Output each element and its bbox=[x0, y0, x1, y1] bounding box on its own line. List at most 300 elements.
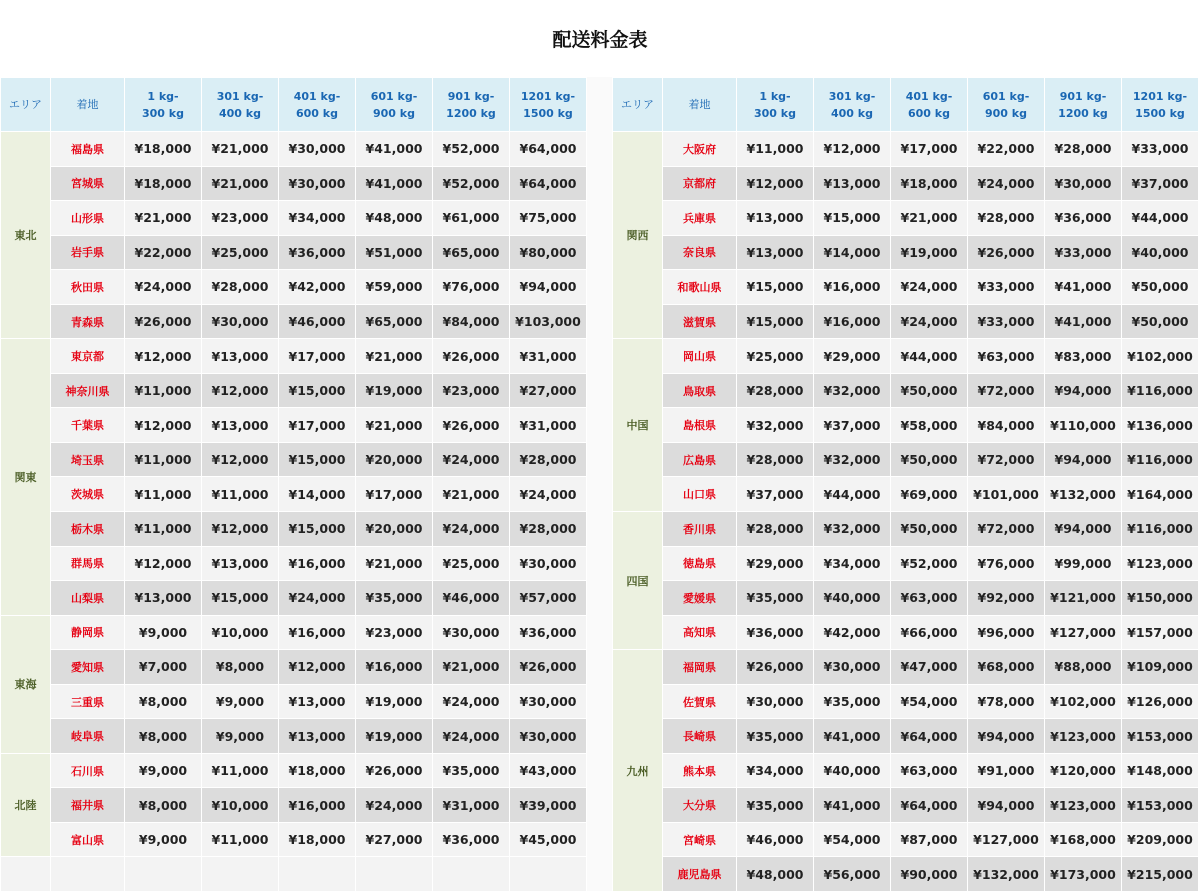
fee-cell: ¥26,000 bbox=[433, 339, 510, 374]
fee-cell: ¥92,000 bbox=[968, 581, 1045, 616]
table-row bbox=[613, 581, 1199, 616]
fee-cell: ¥26,000 bbox=[510, 650, 587, 685]
fee-cell: ¥120,000 bbox=[1045, 753, 1122, 788]
fee-cell: ¥94,000 bbox=[1045, 373, 1122, 408]
fee-cell: ¥173,000 bbox=[1045, 857, 1122, 891]
table-row bbox=[613, 235, 1199, 270]
table-row bbox=[1, 166, 587, 201]
empty-cell bbox=[510, 857, 587, 891]
area-cell: 九州 bbox=[613, 650, 663, 891]
fee-cell: ¥84,000 bbox=[433, 304, 510, 339]
prefecture-cell: 秋田県 bbox=[51, 270, 125, 305]
fee-cell: ¥8,000 bbox=[125, 788, 202, 823]
fee-cell: ¥41,000 bbox=[1045, 304, 1122, 339]
fee-cell: ¥23,000 bbox=[202, 201, 279, 236]
fee-cell: ¥46,000 bbox=[279, 304, 356, 339]
table-row bbox=[1, 132, 587, 167]
table-header-row bbox=[613, 78, 1199, 132]
fee-cell: ¥153,000 bbox=[1122, 788, 1199, 823]
header-area: エリア bbox=[1, 78, 51, 132]
area-cell: 中国 bbox=[613, 339, 663, 512]
prefecture-cell: 佐賀県 bbox=[663, 684, 737, 719]
prefecture-cell: 鹿児島県 bbox=[663, 857, 737, 891]
fee-cell: ¥26,000 bbox=[356, 753, 433, 788]
prefecture-cell: 福島県 bbox=[51, 132, 125, 167]
empty-cell bbox=[1, 857, 51, 891]
fee-cell: ¥22,000 bbox=[968, 132, 1045, 167]
fee-cell: ¥11,000 bbox=[125, 477, 202, 512]
fee-cell: ¥25,000 bbox=[202, 235, 279, 270]
table-row bbox=[613, 304, 1199, 339]
fee-cell: ¥28,000 bbox=[737, 442, 814, 477]
table-row bbox=[1, 201, 587, 236]
fee-cell: ¥30,000 bbox=[510, 684, 587, 719]
fee-cell: ¥8,000 bbox=[125, 684, 202, 719]
fee-cell: ¥57,000 bbox=[510, 581, 587, 616]
fee-cell: ¥30,000 bbox=[202, 304, 279, 339]
fee-cell: ¥116,000 bbox=[1122, 512, 1199, 547]
fee-cell: ¥18,000 bbox=[125, 132, 202, 167]
fee-cell: ¥31,000 bbox=[510, 339, 587, 374]
table-row bbox=[1, 650, 587, 685]
fee-cell: ¥32,000 bbox=[737, 408, 814, 443]
header-destination: 着地 bbox=[51, 78, 125, 132]
fee-cell: ¥32,000 bbox=[814, 373, 891, 408]
fee-cell: ¥123,000 bbox=[1045, 788, 1122, 823]
table-row bbox=[1, 546, 587, 581]
fee-cell: ¥21,000 bbox=[433, 650, 510, 685]
fee-cell: ¥18,000 bbox=[891, 166, 968, 201]
fee-cell: ¥26,000 bbox=[125, 304, 202, 339]
fee-cell: ¥14,000 bbox=[279, 477, 356, 512]
table-row bbox=[613, 684, 1199, 719]
fee-cell: ¥35,000 bbox=[356, 581, 433, 616]
fee-cell: ¥35,000 bbox=[737, 719, 814, 754]
table-row bbox=[613, 477, 1199, 512]
fee-cell: ¥28,000 bbox=[510, 512, 587, 547]
fee-cell: ¥27,000 bbox=[356, 822, 433, 857]
fee-cell: ¥103,000 bbox=[510, 304, 587, 339]
fee-cell: ¥24,000 bbox=[891, 270, 968, 305]
fee-cell: ¥12,000 bbox=[202, 512, 279, 547]
header-weight-5: 901 kg- 1200 kg bbox=[1045, 78, 1122, 132]
area-cell: 関西 bbox=[613, 132, 663, 339]
table-row bbox=[1, 339, 587, 374]
fee-cell: ¥41,000 bbox=[356, 166, 433, 201]
fee-cell: ¥23,000 bbox=[356, 615, 433, 650]
fee-cell: ¥19,000 bbox=[356, 719, 433, 754]
fee-cell: ¥64,000 bbox=[510, 166, 587, 201]
table-row bbox=[1, 719, 587, 754]
fee-cell: ¥123,000 bbox=[1045, 719, 1122, 754]
fee-cell: ¥94,000 bbox=[510, 270, 587, 305]
fee-cell: ¥50,000 bbox=[1122, 304, 1199, 339]
prefecture-cell: 長崎県 bbox=[663, 719, 737, 754]
fee-cell: ¥28,000 bbox=[737, 512, 814, 547]
fee-cell: ¥127,000 bbox=[1045, 615, 1122, 650]
prefecture-cell: 東京都 bbox=[51, 339, 125, 374]
fee-cell: ¥47,000 bbox=[891, 650, 968, 685]
fee-cell: ¥88,000 bbox=[1045, 650, 1122, 685]
fee-cell: ¥54,000 bbox=[814, 822, 891, 857]
prefecture-cell: 山形県 bbox=[51, 201, 125, 236]
table-row bbox=[1, 788, 587, 823]
fee-cell: ¥126,000 bbox=[1122, 684, 1199, 719]
area-cell: 東海 bbox=[1, 615, 51, 753]
prefecture-cell: 茨城県 bbox=[51, 477, 125, 512]
fee-cell: ¥25,000 bbox=[433, 546, 510, 581]
fee-cell: ¥41,000 bbox=[1045, 270, 1122, 305]
fee-cell: ¥69,000 bbox=[891, 477, 968, 512]
fee-cell: ¥37,000 bbox=[814, 408, 891, 443]
fee-cell: ¥24,000 bbox=[356, 788, 433, 823]
fee-cell: ¥42,000 bbox=[279, 270, 356, 305]
fee-cell: ¥21,000 bbox=[356, 546, 433, 581]
prefecture-cell: 神奈川県 bbox=[51, 373, 125, 408]
empty-cell bbox=[202, 857, 279, 891]
fee-cell: ¥15,000 bbox=[814, 201, 891, 236]
fee-cell: ¥19,000 bbox=[356, 373, 433, 408]
prefecture-cell: 福岡県 bbox=[663, 650, 737, 685]
table-row bbox=[613, 615, 1199, 650]
fee-cell: ¥18,000 bbox=[279, 753, 356, 788]
fee-cell: ¥56,000 bbox=[814, 857, 891, 891]
table-row bbox=[613, 408, 1199, 443]
fee-cell: ¥42,000 bbox=[814, 615, 891, 650]
prefecture-cell: 大阪府 bbox=[663, 132, 737, 167]
header-weight-4: 601 kg- 900 kg bbox=[356, 78, 433, 132]
header-area: エリア bbox=[613, 78, 663, 132]
fee-cell: ¥150,000 bbox=[1122, 581, 1199, 616]
table-row bbox=[613, 201, 1199, 236]
fee-cell: ¥44,000 bbox=[891, 339, 968, 374]
fee-cell: ¥46,000 bbox=[737, 822, 814, 857]
fee-cell: ¥35,000 bbox=[433, 753, 510, 788]
fee-cell: ¥13,000 bbox=[737, 235, 814, 270]
table-row bbox=[613, 546, 1199, 581]
fee-cell: ¥13,000 bbox=[202, 408, 279, 443]
prefecture-cell: 三重県 bbox=[51, 684, 125, 719]
fee-cell: ¥76,000 bbox=[433, 270, 510, 305]
table-row bbox=[613, 719, 1199, 754]
fee-cell: ¥44,000 bbox=[1122, 201, 1199, 236]
fee-cell: ¥11,000 bbox=[125, 512, 202, 547]
fee-cell: ¥116,000 bbox=[1122, 373, 1199, 408]
fee-cell: ¥32,000 bbox=[814, 442, 891, 477]
fee-cell: ¥25,000 bbox=[737, 339, 814, 374]
fee-cell: ¥17,000 bbox=[356, 477, 433, 512]
prefecture-cell: 石川県 bbox=[51, 753, 125, 788]
header-weight-3: 401 kg- 600 kg bbox=[279, 78, 356, 132]
fee-cell: ¥99,000 bbox=[1045, 546, 1122, 581]
fee-cell: ¥76,000 bbox=[968, 546, 1045, 581]
fee-cell: ¥26,000 bbox=[433, 408, 510, 443]
fee-cell: ¥91,000 bbox=[968, 753, 1045, 788]
fee-cell: ¥102,000 bbox=[1122, 339, 1199, 374]
prefecture-cell: 熊本県 bbox=[663, 753, 737, 788]
fee-cell: ¥96,000 bbox=[968, 615, 1045, 650]
prefecture-cell: 富山県 bbox=[51, 822, 125, 857]
fee-cell: ¥18,000 bbox=[279, 822, 356, 857]
fee-cell: ¥110,000 bbox=[1045, 408, 1122, 443]
table-row bbox=[613, 650, 1199, 685]
fee-cell: ¥13,000 bbox=[279, 719, 356, 754]
fee-cell: ¥66,000 bbox=[891, 615, 968, 650]
empty-row bbox=[1, 857, 587, 891]
fee-cell: ¥35,000 bbox=[814, 684, 891, 719]
table-row bbox=[613, 822, 1199, 857]
prefecture-cell: 山梨県 bbox=[51, 581, 125, 616]
fee-cell: ¥11,000 bbox=[202, 753, 279, 788]
fee-cell: ¥209,000 bbox=[1122, 822, 1199, 857]
fee-cell: ¥116,000 bbox=[1122, 442, 1199, 477]
prefecture-cell: 島根県 bbox=[663, 408, 737, 443]
table-row bbox=[613, 442, 1199, 477]
fee-cell: ¥94,000 bbox=[1045, 512, 1122, 547]
fee-cell: ¥12,000 bbox=[202, 373, 279, 408]
fee-cell: ¥84,000 bbox=[968, 408, 1045, 443]
fee-cell: ¥37,000 bbox=[737, 477, 814, 512]
fee-cell: ¥32,000 bbox=[814, 512, 891, 547]
table-row bbox=[613, 512, 1199, 547]
fee-cell: ¥21,000 bbox=[433, 477, 510, 512]
fee-cell: ¥16,000 bbox=[279, 615, 356, 650]
fee-cell: ¥37,000 bbox=[1122, 166, 1199, 201]
fee-cell: ¥30,000 bbox=[279, 166, 356, 201]
fee-cell: ¥132,000 bbox=[1045, 477, 1122, 512]
fee-cell: ¥41,000 bbox=[814, 788, 891, 823]
fee-cell: ¥64,000 bbox=[891, 719, 968, 754]
fee-cell: ¥94,000 bbox=[1045, 442, 1122, 477]
fee-cell: ¥36,000 bbox=[279, 235, 356, 270]
fee-cell: ¥7,000 bbox=[125, 650, 202, 685]
fee-cell: ¥21,000 bbox=[356, 408, 433, 443]
fee-cell: ¥65,000 bbox=[433, 235, 510, 270]
fee-cell: ¥65,000 bbox=[356, 304, 433, 339]
prefecture-cell: 静岡県 bbox=[51, 615, 125, 650]
fee-cell: ¥127,000 bbox=[968, 822, 1045, 857]
fee-cell: ¥64,000 bbox=[891, 788, 968, 823]
fee-cell: ¥28,000 bbox=[968, 201, 1045, 236]
fee-cell: ¥153,000 bbox=[1122, 719, 1199, 754]
fee-cell: ¥30,000 bbox=[737, 684, 814, 719]
fee-cell: ¥63,000 bbox=[891, 753, 968, 788]
fee-cell: ¥19,000 bbox=[356, 684, 433, 719]
fee-cell: ¥63,000 bbox=[968, 339, 1045, 374]
fee-cell: ¥13,000 bbox=[125, 581, 202, 616]
fee-cell: ¥164,000 bbox=[1122, 477, 1199, 512]
area-cell: 関東 bbox=[1, 339, 51, 615]
fee-cell: ¥29,000 bbox=[814, 339, 891, 374]
table-row bbox=[1, 615, 587, 650]
fee-cell: ¥40,000 bbox=[814, 753, 891, 788]
header-weight-3: 401 kg- 600 kg bbox=[891, 78, 968, 132]
fee-cell: ¥83,000 bbox=[1045, 339, 1122, 374]
header-weight-2: 301 kg- 400 kg bbox=[202, 78, 279, 132]
table-gap bbox=[586, 77, 612, 891]
fee-cell: ¥11,000 bbox=[125, 442, 202, 477]
fee-cell: ¥12,000 bbox=[125, 339, 202, 374]
fee-cell: ¥31,000 bbox=[433, 788, 510, 823]
fee-cell: ¥168,000 bbox=[1045, 822, 1122, 857]
fee-cell: ¥9,000 bbox=[202, 684, 279, 719]
prefecture-cell: 高知県 bbox=[663, 615, 737, 650]
fee-cell: ¥12,000 bbox=[125, 546, 202, 581]
fee-cell: ¥72,000 bbox=[968, 442, 1045, 477]
fee-cell: ¥14,000 bbox=[814, 235, 891, 270]
fee-cell: ¥90,000 bbox=[891, 857, 968, 891]
area-cell: 北陸 bbox=[1, 753, 51, 857]
header-weight-5: 901 kg- 1200 kg bbox=[433, 78, 510, 132]
fee-cell: ¥94,000 bbox=[968, 788, 1045, 823]
fee-cell: ¥30,000 bbox=[1045, 166, 1122, 201]
prefecture-cell: 大分県 bbox=[663, 788, 737, 823]
fee-cell: ¥36,000 bbox=[433, 822, 510, 857]
prefecture-cell: 千葉県 bbox=[51, 408, 125, 443]
fee-cell: ¥11,000 bbox=[202, 822, 279, 857]
fee-cell: ¥101,000 bbox=[968, 477, 1045, 512]
fee-cell: ¥24,000 bbox=[968, 166, 1045, 201]
fee-cell: ¥54,000 bbox=[891, 684, 968, 719]
fee-cell: ¥24,000 bbox=[891, 304, 968, 339]
table-row bbox=[613, 166, 1199, 201]
fee-cell: ¥48,000 bbox=[737, 857, 814, 891]
prefecture-cell: 宮城県 bbox=[51, 166, 125, 201]
fee-cell: ¥10,000 bbox=[202, 615, 279, 650]
fee-cell: ¥9,000 bbox=[125, 615, 202, 650]
fee-cell: ¥13,000 bbox=[279, 684, 356, 719]
fee-cell: ¥18,000 bbox=[125, 166, 202, 201]
fee-cell: ¥50,000 bbox=[1122, 270, 1199, 305]
fee-cell: ¥52,000 bbox=[433, 132, 510, 167]
fee-cell: ¥24,000 bbox=[433, 684, 510, 719]
fee-cell: ¥36,000 bbox=[1045, 201, 1122, 236]
prefecture-cell: 岡山県 bbox=[663, 339, 737, 374]
header-destination: 着地 bbox=[663, 78, 737, 132]
fee-cell: ¥157,000 bbox=[1122, 615, 1199, 650]
table-row bbox=[1, 408, 587, 443]
fee-cell: ¥41,000 bbox=[814, 719, 891, 754]
prefecture-cell: 兵庫県 bbox=[663, 201, 737, 236]
prefecture-cell: 岐阜県 bbox=[51, 719, 125, 754]
fee-cell: ¥9,000 bbox=[125, 753, 202, 788]
fee-cell: ¥30,000 bbox=[510, 719, 587, 754]
fee-table-left bbox=[0, 77, 587, 891]
fee-cell: ¥9,000 bbox=[125, 822, 202, 857]
prefecture-cell: 山口県 bbox=[663, 477, 737, 512]
table-row bbox=[613, 132, 1199, 167]
fee-cell: ¥50,000 bbox=[891, 512, 968, 547]
fee-cell: ¥16,000 bbox=[814, 304, 891, 339]
fee-cell: ¥16,000 bbox=[279, 546, 356, 581]
fee-cell: ¥45,000 bbox=[510, 822, 587, 857]
fee-cell: ¥75,000 bbox=[510, 201, 587, 236]
fee-cell: ¥28,000 bbox=[510, 442, 587, 477]
fee-cell: ¥30,000 bbox=[433, 615, 510, 650]
empty-cell bbox=[356, 857, 433, 891]
fee-cell: ¥16,000 bbox=[356, 650, 433, 685]
fee-cell: ¥15,000 bbox=[737, 270, 814, 305]
fee-cell: ¥15,000 bbox=[279, 512, 356, 547]
fee-cell: ¥39,000 bbox=[510, 788, 587, 823]
prefecture-cell: 埼玉県 bbox=[51, 442, 125, 477]
fee-cell: ¥123,000 bbox=[1122, 546, 1199, 581]
fee-cell: ¥21,000 bbox=[202, 166, 279, 201]
fee-cell: ¥13,000 bbox=[202, 339, 279, 374]
fee-cell: ¥94,000 bbox=[968, 719, 1045, 754]
fee-cell: ¥24,000 bbox=[279, 581, 356, 616]
fee-cell: ¥15,000 bbox=[279, 442, 356, 477]
fee-cell: ¥21,000 bbox=[125, 201, 202, 236]
fee-cell: ¥33,000 bbox=[968, 304, 1045, 339]
fee-cell: ¥36,000 bbox=[737, 615, 814, 650]
fee-cell: ¥78,000 bbox=[968, 684, 1045, 719]
fee-cell: ¥50,000 bbox=[891, 442, 968, 477]
prefecture-cell: 福井県 bbox=[51, 788, 125, 823]
fee-cell: ¥24,000 bbox=[433, 719, 510, 754]
fee-cell: ¥8,000 bbox=[202, 650, 279, 685]
fee-cell: ¥17,000 bbox=[279, 408, 356, 443]
fee-cell: ¥50,000 bbox=[891, 373, 968, 408]
prefecture-cell: 宮崎県 bbox=[663, 822, 737, 857]
fee-cell: ¥132,000 bbox=[968, 857, 1045, 891]
fee-cell: ¥44,000 bbox=[814, 477, 891, 512]
fee-cell: ¥34,000 bbox=[737, 753, 814, 788]
prefecture-cell: 和歌山県 bbox=[663, 270, 737, 305]
fee-cell: ¥28,000 bbox=[737, 373, 814, 408]
fee-cell: ¥21,000 bbox=[891, 201, 968, 236]
fee-cell: ¥19,000 bbox=[891, 235, 968, 270]
fee-cell: ¥20,000 bbox=[356, 512, 433, 547]
header-weight-6: 1201 kg- 1500 kg bbox=[510, 78, 587, 132]
table-row bbox=[1, 235, 587, 270]
fee-cell: ¥28,000 bbox=[202, 270, 279, 305]
fee-cell: ¥51,000 bbox=[356, 235, 433, 270]
prefecture-cell: 群馬県 bbox=[51, 546, 125, 581]
fee-cell: ¥64,000 bbox=[510, 132, 587, 167]
header-weight-6: 1201 kg- 1500 kg bbox=[1122, 78, 1199, 132]
fee-cell: ¥33,000 bbox=[1045, 235, 1122, 270]
fee-cell: ¥72,000 bbox=[968, 512, 1045, 547]
header-weight-1: 1 kg- 300 kg bbox=[737, 78, 814, 132]
fee-cell: ¥16,000 bbox=[814, 270, 891, 305]
fee-cell: ¥121,000 bbox=[1045, 581, 1122, 616]
table-row bbox=[1, 304, 587, 339]
fee-cell: ¥16,000 bbox=[279, 788, 356, 823]
fee-cell: ¥28,000 bbox=[1045, 132, 1122, 167]
header-weight-2: 301 kg- 400 kg bbox=[814, 78, 891, 132]
prefecture-cell: 鳥取県 bbox=[663, 373, 737, 408]
fee-cell: ¥12,000 bbox=[279, 650, 356, 685]
area-cell: 四国 bbox=[613, 512, 663, 650]
fee-cell: ¥13,000 bbox=[202, 546, 279, 581]
table-row bbox=[1, 684, 587, 719]
prefecture-cell: 愛媛県 bbox=[663, 581, 737, 616]
fee-cell: ¥24,000 bbox=[510, 477, 587, 512]
fee-cell: ¥43,000 bbox=[510, 753, 587, 788]
fee-cell: ¥34,000 bbox=[279, 201, 356, 236]
fee-cell: ¥24,000 bbox=[433, 512, 510, 547]
fee-cell: ¥26,000 bbox=[737, 650, 814, 685]
fee-cell: ¥109,000 bbox=[1122, 650, 1199, 685]
table-header-row bbox=[1, 78, 587, 132]
fee-cell: ¥11,000 bbox=[125, 373, 202, 408]
fee-cell: ¥30,000 bbox=[510, 546, 587, 581]
fee-cell: ¥41,000 bbox=[356, 132, 433, 167]
area-cell: 東北 bbox=[1, 132, 51, 339]
fee-cell: ¥40,000 bbox=[1122, 235, 1199, 270]
empty-cell bbox=[51, 857, 125, 891]
